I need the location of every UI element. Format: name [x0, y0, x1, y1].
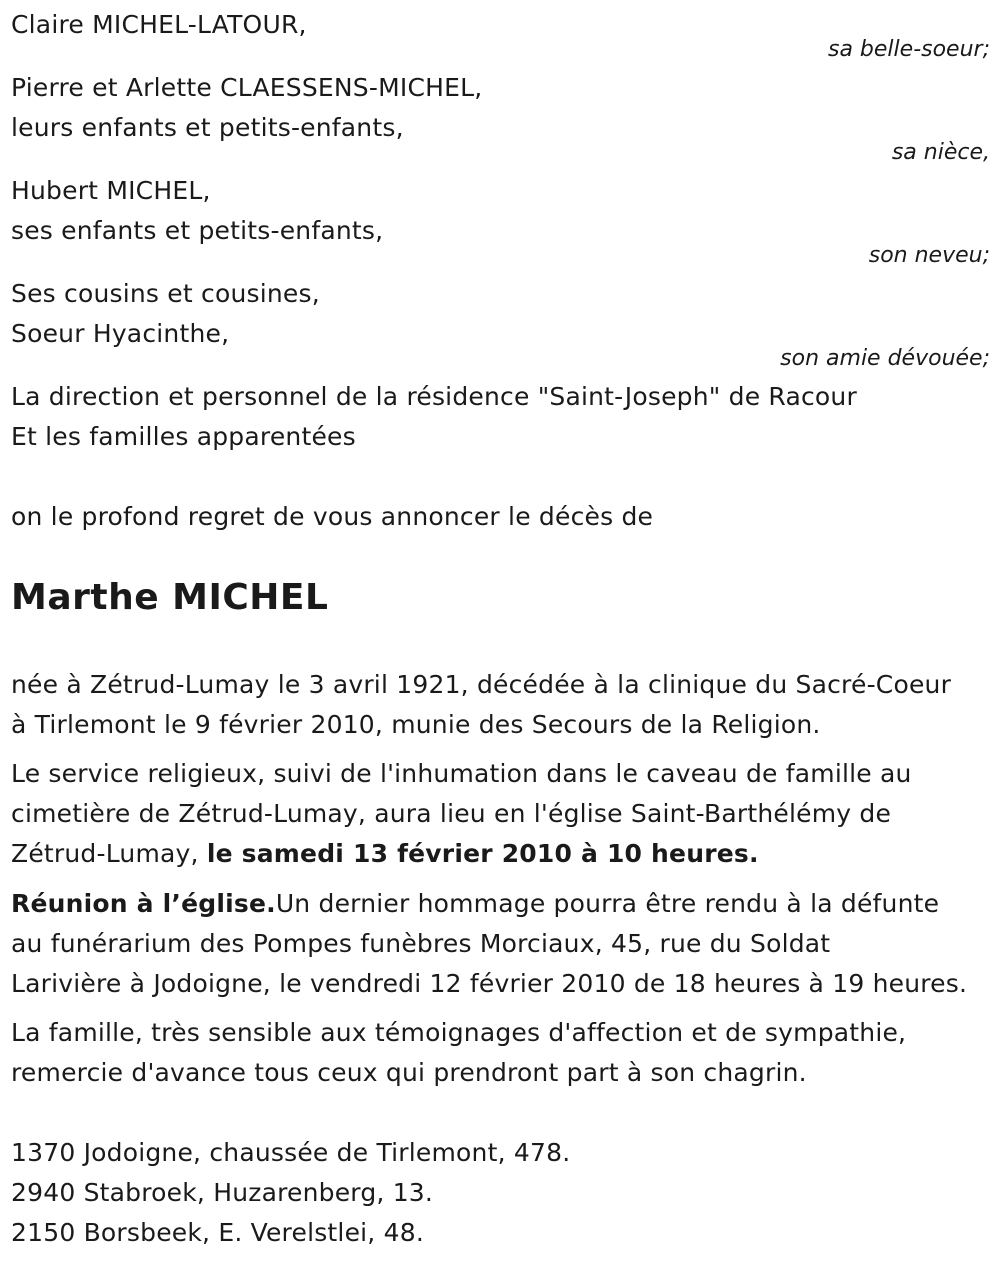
family-role: sa belle-soeur; — [828, 37, 990, 62]
gathering-heading: Réunion à l’église. — [11, 889, 276, 918]
service-date: le samedi 13 février 2010 à 10 heures. — [206, 839, 759, 868]
family-role: sa nièce, — [891, 140, 990, 165]
service-place: Zétrud-Lumay, — [11, 839, 207, 868]
address-line: 1370 Jodoigne, chaussée de Tirlemont, 478. — [11, 1138, 571, 1167]
family-role: son neveu; — [868, 243, 990, 268]
family-line: Hubert MICHEL, — [11, 176, 211, 205]
family-line: ses enfants et petits-enfants, — [11, 216, 384, 245]
family-line: Et les familles apparentées — [11, 422, 356, 451]
address-line: 2940 Stabroek, Huzarenberg, 13. — [11, 1178, 434, 1207]
family-line: Pierre et Arlette CLAESSENS-MICHEL, — [11, 73, 483, 102]
family-line: leurs enfants et petits-enfants, — [11, 113, 404, 142]
gathering-line — [11, 889, 939, 919]
address-line: 2150 Borsbeek, E. Verelstlei, 48. — [11, 1218, 424, 1247]
family-line: Claire MICHEL-LATOUR, — [11, 10, 307, 39]
thanks-line: La famille, très sensible aux témoignages d'affection et de sympathie, — [11, 1018, 907, 1047]
service-line — [11, 839, 759, 869]
family-line: Soeur Hyacinthe, — [11, 319, 230, 348]
family-role: son amie dévouée; — [780, 346, 990, 371]
birth-death-line: née à Zétrud-Lumay le 3 avril 1921, décédée à la clinique du Sacré-Coeur — [11, 670, 952, 699]
announcement-text: on le profond regret de vous annoncer le décès de — [11, 502, 654, 531]
service-line: cimetière de Zétrud-Lumay, aura lieu en l'église Saint-Barthélémy de — [11, 799, 892, 828]
deceased-name: Marthe MICHEL — [11, 577, 329, 618]
family-line: Ses cousins et cousines, — [11, 279, 320, 308]
thanks-line: remercie d'avance tous ceux qui prendront part à son chagrin. — [11, 1058, 807, 1087]
birth-death-line: à Tirlemont le 9 février 2010, munie des Secours de la Religion. — [11, 710, 821, 739]
gathering-text: Un dernier hommage pourra être rendu à la défunte — [275, 889, 940, 918]
gathering-line: au funérarium des Pompes funèbres Morciaux, 45, rue du Soldat — [11, 929, 831, 958]
service-line: Le service religieux, suivi de l'inhumation dans le caveau de famille au — [11, 759, 912, 788]
family-line: La direction et personnel de la résidence "Saint-Joseph" de Racour — [11, 382, 857, 411]
gathering-line: Larivière à Jodoigne, le vendredi 12 février 2010 de 18 heures à 19 heures. — [11, 969, 968, 998]
